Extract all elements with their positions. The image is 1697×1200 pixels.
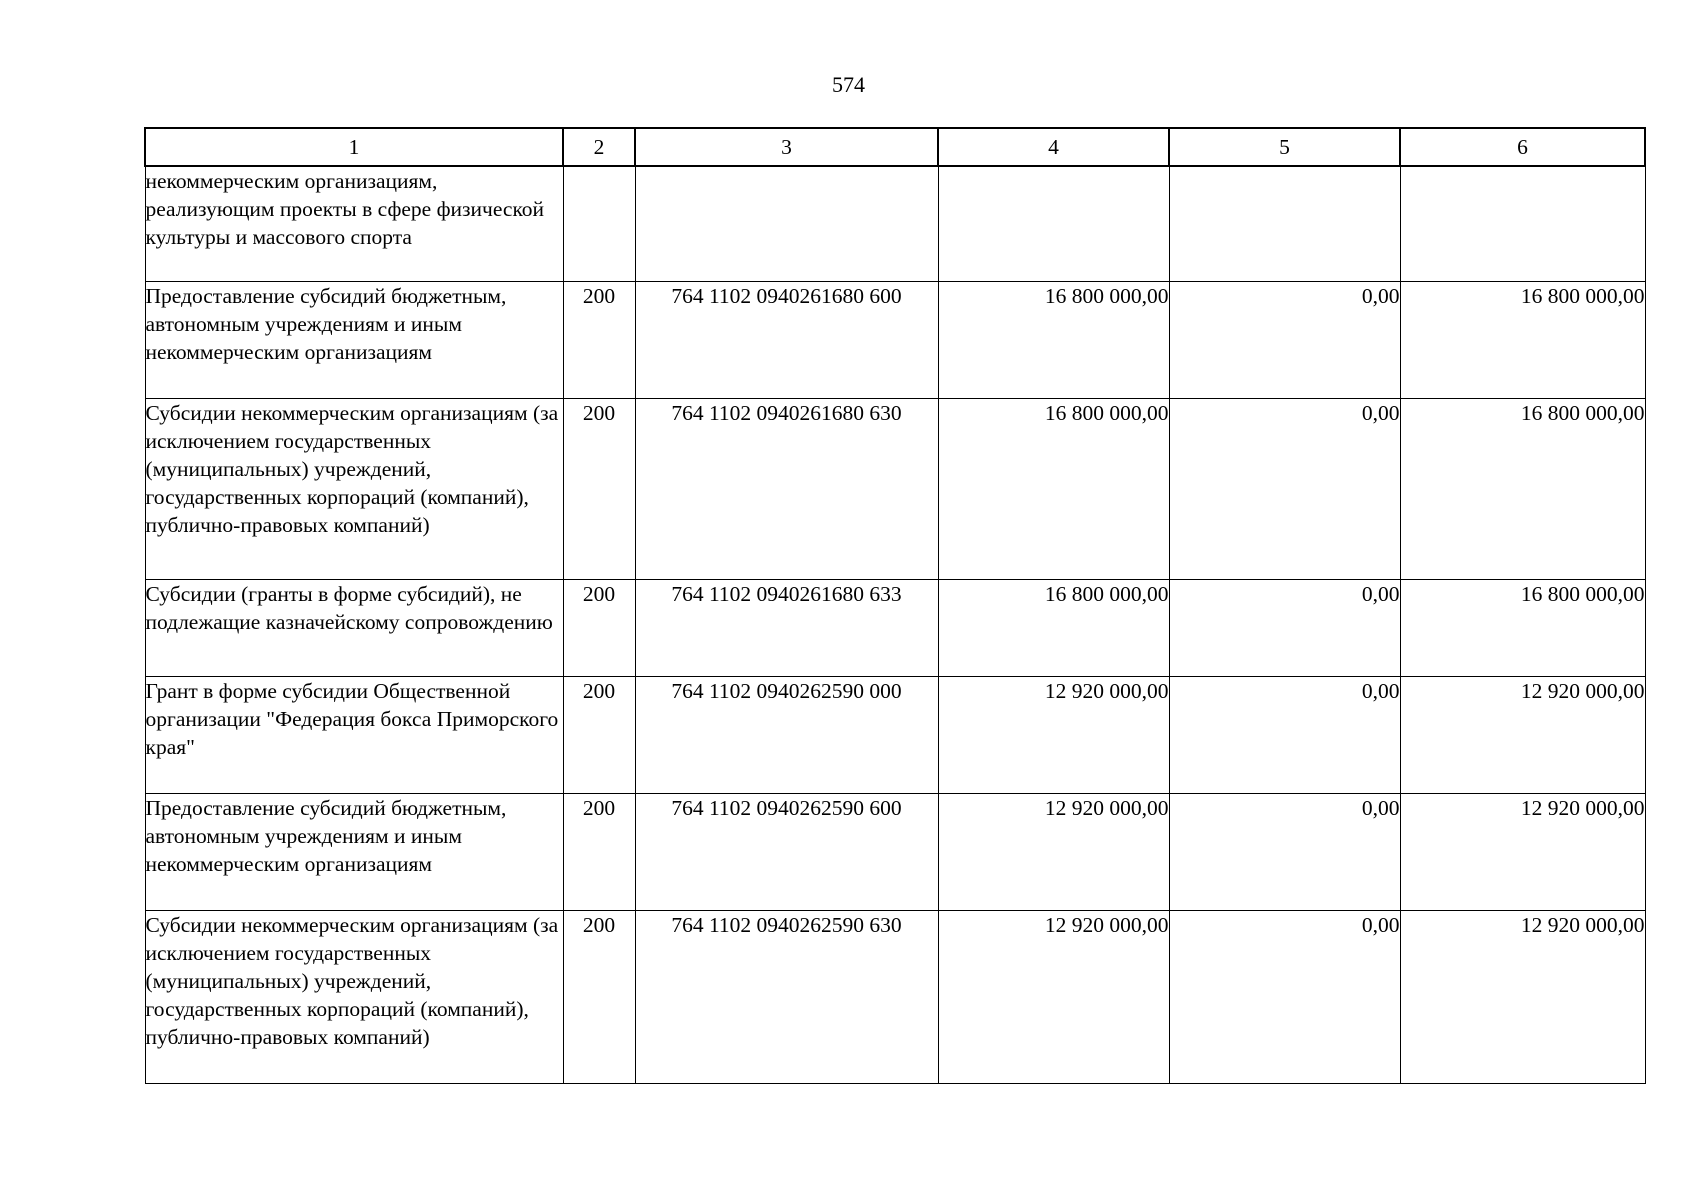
row-value-6: 16 800 000,00	[1400, 398, 1645, 579]
row-value-4: 12 920 000,00	[938, 676, 1169, 793]
column-header-5: 5	[1169, 128, 1400, 166]
row-value-5: 0,00	[1169, 793, 1400, 910]
row-code: 200	[563, 281, 635, 398]
row-value-6	[1400, 166, 1645, 281]
column-header-3: 3	[635, 128, 938, 166]
table-row	[145, 793, 1645, 910]
row-code: 200	[563, 910, 635, 1083]
row-value-6: 12 920 000,00	[1400, 676, 1645, 793]
row-value-5: 0,00	[1169, 910, 1400, 1083]
row-name: некоммерческим организациям, реализующим проекты в сфере физической культуры и массового спорта	[145, 166, 563, 281]
row-value-5	[1169, 166, 1400, 281]
row-classification: 764 1102 0940261680 630	[635, 398, 938, 579]
row-code: 200	[563, 676, 635, 793]
column-header-2: 2	[563, 128, 635, 166]
table-row	[145, 398, 1645, 579]
row-value-5: 0,00	[1169, 579, 1400, 676]
row-value-4: 16 800 000,00	[938, 398, 1169, 579]
row-value-4: 12 920 000,00	[938, 793, 1169, 910]
row-code	[563, 166, 635, 281]
row-value-4	[938, 166, 1169, 281]
row-name: Предоставление субсидий бюджетным, автономным учреждениям и иным некоммерческим организациям	[145, 281, 563, 398]
column-header-6: 6	[1400, 128, 1645, 166]
row-name: Субсидии некоммерческим организациям (за исключением государственных (муниципальных) учреждений, государственных корпораций (компаний), публично-правовых компаний)	[145, 398, 563, 579]
table-header-row	[145, 128, 1645, 166]
row-classification	[635, 166, 938, 281]
column-header-1: 1	[145, 128, 563, 166]
row-value-6: 12 920 000,00	[1400, 793, 1645, 910]
row-name: Субсидии (гранты в форме субсидий), не подлежащие казначейскому сопровождению	[145, 579, 563, 676]
row-classification: 764 1102 0940262590 630	[635, 910, 938, 1083]
row-name: Субсидии некоммерческим организациям (за исключением государственных (муниципальных) учреждений, государственных корпораций (компаний), публично-правовых компаний)	[145, 910, 563, 1083]
row-value-5: 0,00	[1169, 676, 1400, 793]
table-row	[145, 579, 1645, 676]
budget-table	[144, 127, 1646, 1084]
row-classification: 764 1102 0940261680 633	[635, 579, 938, 676]
table-row	[145, 166, 1645, 281]
row-value-4: 16 800 000,00	[938, 281, 1169, 398]
row-value-5: 0,00	[1169, 281, 1400, 398]
page-number: 574	[832, 72, 865, 97]
row-classification: 764 1102 0940262590 000	[635, 676, 938, 793]
row-value-6: 16 800 000,00	[1400, 579, 1645, 676]
row-classification: 764 1102 0940261680 600	[635, 281, 938, 398]
row-value-6: 16 800 000,00	[1400, 281, 1645, 398]
row-code: 200	[563, 579, 635, 676]
row-value-4: 16 800 000,00	[938, 579, 1169, 676]
row-classification: 764 1102 0940262590 600	[635, 793, 938, 910]
table-row	[145, 676, 1645, 793]
table-row	[145, 910, 1645, 1083]
column-header-4: 4	[938, 128, 1169, 166]
table-row	[145, 281, 1645, 398]
row-value-5: 0,00	[1169, 398, 1400, 579]
row-code: 200	[563, 398, 635, 579]
row-value-6: 12 920 000,00	[1400, 910, 1645, 1083]
row-name: Грант в форме субсидии Общественной организации "Федерация бокса Приморского края"	[145, 676, 563, 793]
row-value-4: 12 920 000,00	[938, 910, 1169, 1083]
row-code: 200	[563, 793, 635, 910]
row-name: Предоставление субсидий бюджетным, автономным учреждениям и иным некоммерческим организациям	[145, 793, 563, 910]
